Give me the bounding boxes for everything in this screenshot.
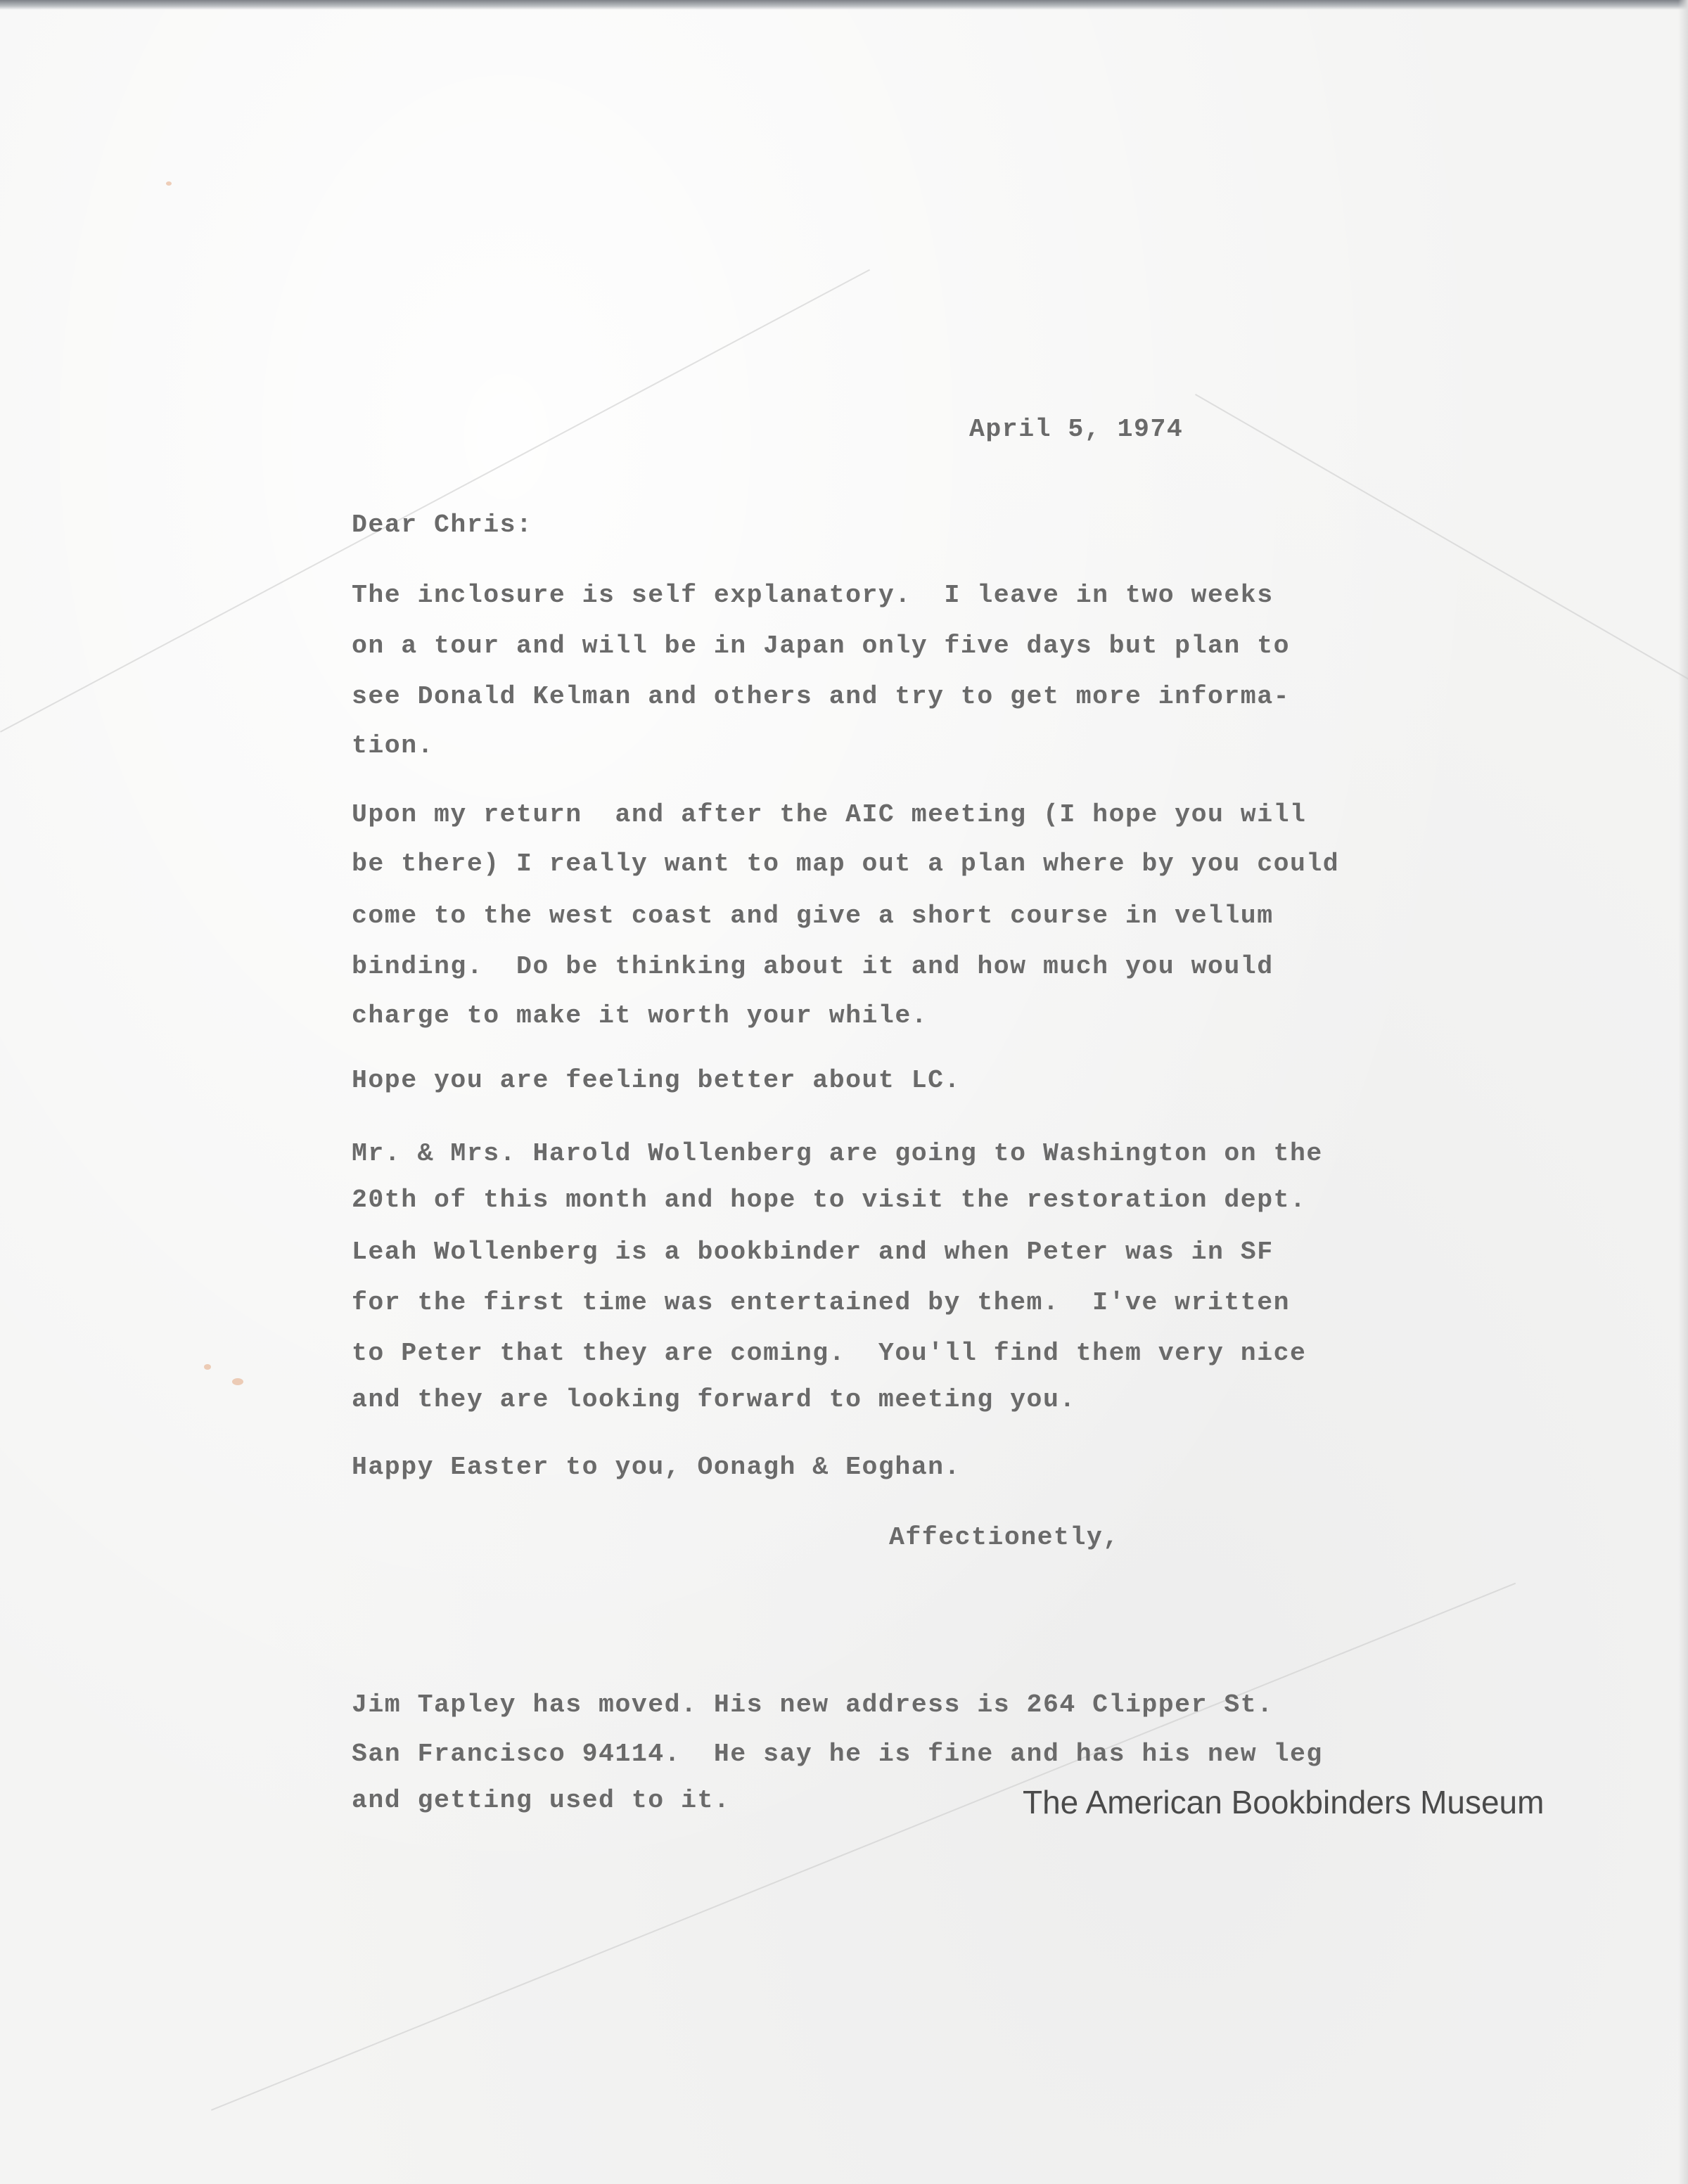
postscript-line: and getting used to it.: [352, 1786, 731, 1815]
paragraph-1-line: see Donald Kelman and others and try to get more informa-: [352, 682, 1291, 711]
paper-stain: [166, 181, 172, 186]
postscript-line: San Francisco 94114. He say he is fine and has his new leg: [352, 1740, 1323, 1768]
paragraph-4-line: for the first time was entertained by them. I've written: [352, 1288, 1291, 1317]
salutation: Dear Chris:: [352, 510, 533, 539]
closing: Affectionetly,: [889, 1523, 1120, 1552]
paragraph-2-line: come to the west coast and give a short course in vellum: [352, 901, 1274, 930]
paragraph-2-line: be there) I really want to map out a plan where by you could: [352, 849, 1340, 878]
paper-crease: [211, 1583, 1516, 2111]
paragraph-4-line: and they are looking forward to meeting you.: [352, 1385, 1076, 1414]
letter-date: April 5, 1974: [969, 415, 1184, 444]
paragraph-4-line: to Peter that they are coming. You'll find them very nice: [352, 1339, 1307, 1368]
paragraph-4-line: Leah Wollenberg is a bookbinder and when Peter was in SF: [352, 1238, 1274, 1266]
paragraph-4-line: 20th of this month and hope to visit the restoration dept.: [352, 1186, 1307, 1214]
paragraph-1-line: on a tour and will be in Japan only five days but plan to: [352, 631, 1291, 660]
paper-crease: [0, 269, 870, 733]
paragraph-3: Hope you are feeling better about LC.: [352, 1066, 961, 1095]
paragraph-4-line: Mr. & Mrs. Harold Wollenberg are going to Washington on the: [352, 1139, 1323, 1168]
paragraph-2-line: Upon my return and after the AIC meeting (I hope you will: [352, 800, 1307, 829]
paragraph-2-line: charge to make it worth your while.: [352, 1001, 928, 1030]
paragraph-1-line: The inclosure is self explanatory. I leave in two weeks: [352, 581, 1274, 610]
museum-watermark: The American Bookbinders Museum: [1023, 1784, 1545, 1820]
paper-right-edge: [1678, 0, 1688, 2184]
paper-stain: [204, 1364, 211, 1370]
paragraph-2-line: binding. Do be thinking about it and how much you would: [352, 952, 1274, 981]
postscript-line: Jim Tapley has moved. His new address is 264 Clipper St.: [352, 1690, 1274, 1719]
paper-crease: [1195, 394, 1688, 712]
paragraph-1-line: tion.: [352, 731, 435, 760]
paper-top-edge: [0, 0, 1688, 10]
paper-stain: [232, 1378, 243, 1385]
paragraph-5: Happy Easter to you, Oonagh & Eoghan.: [352, 1453, 961, 1482]
